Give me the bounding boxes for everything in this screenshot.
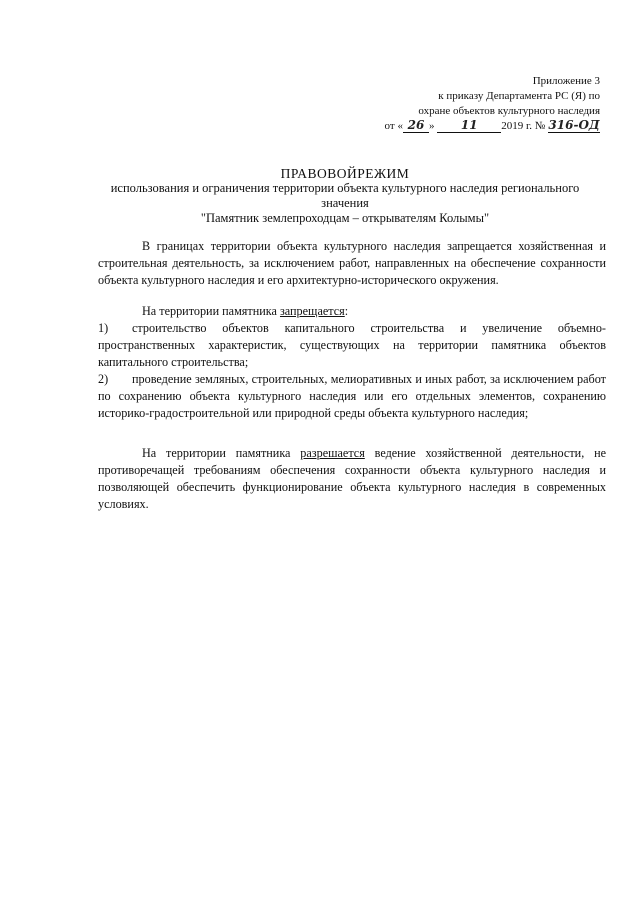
month-handwritten: 11 bbox=[460, 118, 478, 132]
permitted-rest: ведение хозяйственной деятельности, не противоречащей требованиям обеспечения сохранности объекта культурного наследия и позволяющей обеспечить функционирование объекта культурного наследия в современных условиях. bbox=[98, 446, 606, 511]
prohibited-lead bbox=[98, 303, 606, 320]
permitted-keyword: разрешается bbox=[300, 446, 365, 460]
list-item-text: проведение земляных, строительных, мелиоративных и иных работ, за исключением работ по сохранению объекта культурного наследия или его отдельных элементов, сохранению историко-градостроительной или природной среды объекта культурного наследия; bbox=[98, 372, 606, 420]
month-field bbox=[437, 119, 501, 133]
list-item bbox=[98, 371, 606, 422]
number-handwritten: 316-ОД bbox=[548, 118, 600, 132]
appendix-line1: Приложение 3 bbox=[532, 75, 600, 87]
permitted-lead: На территории памятника bbox=[142, 446, 301, 460]
prohibited-section bbox=[98, 303, 606, 422]
list-item-number: 2) bbox=[98, 372, 109, 386]
appendix-line3: охране объектов культурного наследия bbox=[418, 105, 600, 117]
prohibited-colon: : bbox=[344, 304, 349, 318]
permitted-section bbox=[98, 445, 606, 513]
permitted-paragraph bbox=[98, 445, 606, 513]
prohibited-keyword: запрещается bbox=[279, 304, 345, 318]
appendix-line2: к приказу Департамента РС (Я) по bbox=[438, 90, 600, 102]
document-title: ПРАВОВОЙРЕЖИМ bbox=[280, 166, 410, 181]
appendix-block bbox=[360, 74, 600, 134]
list-item-text: строительство объектов капитального строительства и увеличение объемно-пространственных характеристик, существующих на территории памятника объектов капитального строительства; bbox=[98, 321, 606, 369]
document-subtitle: использования и ограничения территории объекта культурного наследия регионального значения bbox=[110, 181, 580, 210]
list-item bbox=[98, 320, 606, 371]
appendix-date-line bbox=[360, 119, 600, 134]
date-prefix: от « bbox=[384, 120, 403, 132]
year-text: 2019 г. № bbox=[501, 120, 546, 132]
paragraph-restrictions bbox=[98, 238, 606, 289]
number-field bbox=[548, 119, 600, 133]
list-item-number: 1) bbox=[98, 321, 109, 335]
paragraph-1-text: В границах территории объекта культурного наследия запрещается хозяйственная и строительная деятельность, за исключением работ, направленных на обеспечение сохранности объекта культурного наследия и его архитектурно-исторического окружения. bbox=[98, 239, 606, 287]
date-mid: » bbox=[428, 120, 435, 132]
title-block bbox=[90, 166, 600, 226]
object-name: "Памятник землепроходцам – открывателям Колымы" bbox=[200, 211, 490, 225]
day-field bbox=[403, 119, 429, 133]
prohibited-lead-text: На территории памятника bbox=[142, 304, 280, 318]
day-handwritten: 26 bbox=[407, 118, 425, 132]
